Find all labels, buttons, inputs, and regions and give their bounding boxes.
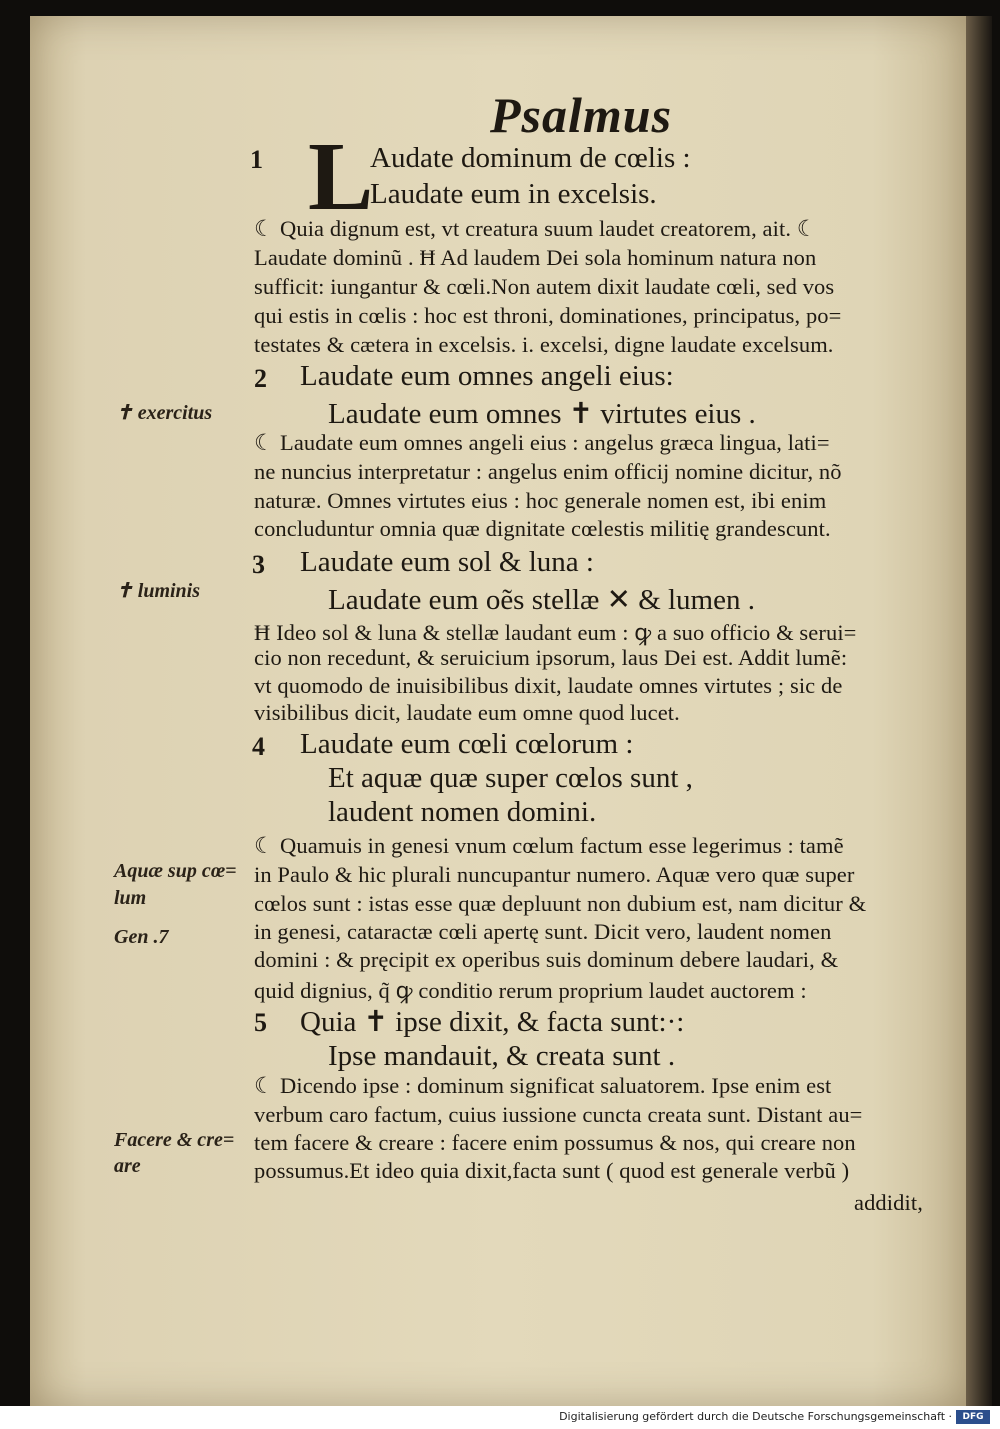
- verse-line: Et aquæ quæ super cœlos sunt ,: [328, 762, 693, 794]
- commentary-line: ☾ Quamuis in genesi vnum cœlum factum esse legerimus : tamẽ: [254, 833, 844, 858]
- margin-note: Aquæ sup cœ=: [114, 860, 237, 882]
- commentary-line: cio non recedunt, & seruicium ipsorum, laus Dei est. Addit lumẽ:: [254, 645, 848, 670]
- commentary-line: Ħ Ideo sol & luna & stellæ laudant eum : ꝙ a suo officio & serui=: [254, 620, 857, 645]
- commentary-line: in Paulo & hic plurali nuncupantur numero. Aquæ vero quæ super: [254, 862, 855, 887]
- verse-line: Laudate eum in excelsis.: [370, 178, 657, 210]
- commentary-line: tem facere & creare : facere enim possumus & nos, qui creare non: [254, 1130, 856, 1155]
- margin-note: ✝ luminis: [116, 580, 201, 602]
- commentary-line: testates & cætera in excelsis. i. excelsi, digne laudate excelsum.: [254, 332, 834, 357]
- verse-number: 5: [254, 1008, 267, 1037]
- margin-note: are: [114, 1155, 141, 1177]
- verse-line: Laudate eum oẽs stellæ ✕ & lumen .: [328, 584, 755, 616]
- commentary-line: possumus.Et ideo quia dixit,facta sunt ( quod est generale verbũ ): [254, 1158, 850, 1183]
- verse-line: Laudate eum sol & luna :: [300, 546, 594, 578]
- commentary-line: sufficit: iungantur & cœli.Non autem dixit laudate cœli, sed vos: [254, 274, 835, 299]
- verse-line: Audate dominum de cœlis :: [370, 142, 691, 174]
- verse-line: Ipse mandauit, & creata sunt .: [328, 1040, 676, 1072]
- commentary-line: cœlos sunt : istas esse quæ depluunt non dubium est, nam dicitur &: [254, 891, 867, 916]
- margin-note: ✝ exercitus: [116, 402, 213, 424]
- dfg-logo: DFG: [956, 1410, 990, 1424]
- commentary-line: visibilibus dicit, laudate eum omne quod lucet.: [254, 700, 680, 725]
- commentary-line: qui estis in cœlis : hoc est throni, dominationes, principatus, po=: [254, 303, 842, 328]
- commentary-line: concluduntur omnia quæ dignitate cœlestis militię grandescunt.: [254, 516, 831, 541]
- verse-line: Laudate eum omnes ✝ virtutes eius .: [328, 398, 756, 430]
- page-title: Psalmus: [490, 87, 673, 143]
- verse-number: 3: [252, 550, 265, 579]
- verse-line: laudent nomen domini.: [328, 796, 597, 828]
- commentary-line: ☾ Laudate eum omnes angeli eius : angelus græca lingua, lati=: [254, 430, 830, 455]
- verse-line: Laudate eum cœli cœlorum :: [300, 728, 634, 760]
- footer-credit: Digitalisierung gefördert durch die Deutsche Forschungsgemeinschaft ·: [559, 1410, 952, 1423]
- commentary-line: ☾ Dicendo ipse : dominum significat saluatorem. Ipse enim est: [254, 1073, 832, 1098]
- commentary-line: quid dignius, q̃ ꝙ conditio rerum proprium laudet auctorem :: [254, 978, 807, 1003]
- verse-line: Quia ✝ ipse dixit, & facta sunt:·:: [300, 1006, 685, 1038]
- commentary-line: vt quomodo de inuisibilibus dixit, laudate omnes virtutes ; sic de: [254, 673, 843, 698]
- commentary-line: in genesi, cataractæ cœli apertę sunt. Dicit vero, laudent nomen: [254, 919, 832, 944]
- book-spine: [966, 16, 992, 1406]
- verse-number: 2: [254, 364, 267, 393]
- commentary-line: naturæ. Omnes virtutes eius : hoc generale nomen est, ibi enim: [254, 488, 827, 513]
- drop-capital: L: [308, 123, 374, 231]
- commentary-line: Laudate dominũ . Ħ Ad laudem Dei sola hominum natura non: [254, 245, 817, 270]
- footer-bar: [0, 1406, 1000, 1429]
- verse-line: Laudate eum omnes angeli eius:: [300, 360, 674, 392]
- commentary-line: ne nuncius interpretatur : angelus enim officij nomine dicitur, nõ: [254, 459, 842, 484]
- commentary-line: domini : & pręcipit ex operibus suis dominum debere laudari, &: [254, 947, 839, 972]
- margin-note: Gen .7: [114, 926, 169, 948]
- commentary-line: verbum caro factum, cuius iussione cuncta creata sunt. Distant au=: [254, 1102, 863, 1127]
- commentary-line: ☾ Quia dignum est, vt creatura suum laudet creatorem, ait. ☾: [254, 216, 818, 241]
- margin-note: lum: [114, 887, 147, 909]
- verse-number: 1: [250, 145, 263, 174]
- verse-number: 4: [252, 732, 265, 761]
- margin-note: Facere & cre=: [114, 1129, 235, 1151]
- catchword: addidit,: [854, 1190, 923, 1215]
